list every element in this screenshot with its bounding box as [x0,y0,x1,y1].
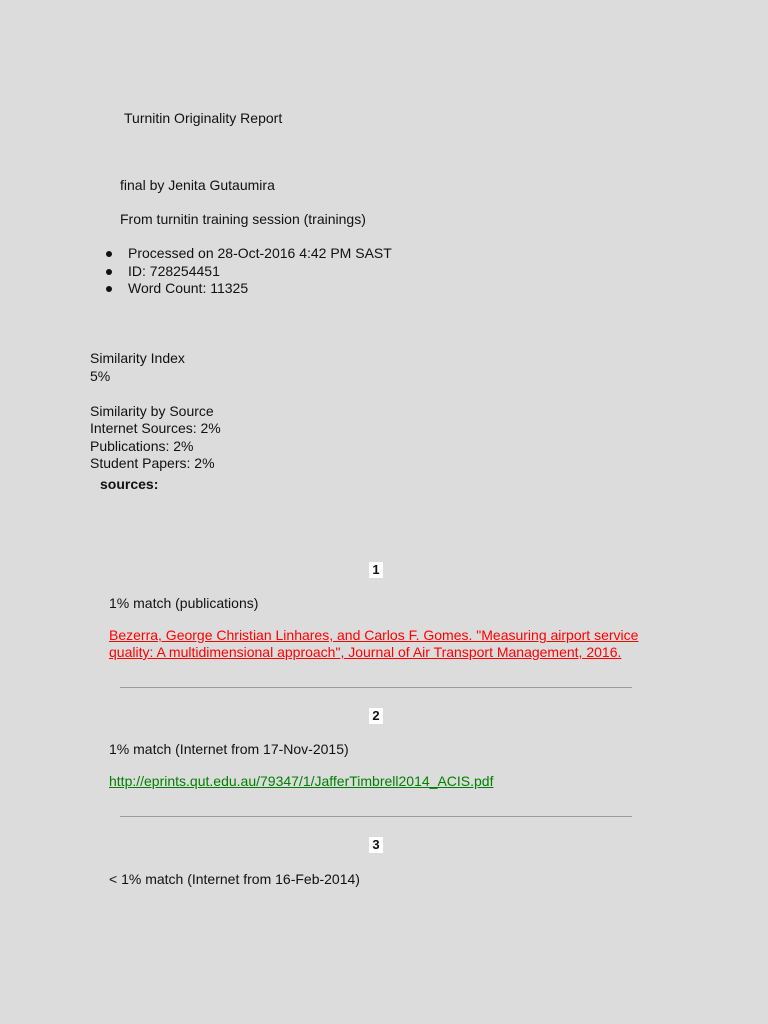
spacer [90,385,221,403]
report-id-text: ID: 728254451 [128,262,220,279]
similarity-index-label: Similarity Index [90,350,185,366]
source-match-text: 1% match (Internet from 17-Nov-2015) [109,741,349,757]
sources-heading: sources: [100,476,159,492]
bullet-icon [106,251,112,257]
source-link[interactable]: http://eprints.qut.edu.au/79347/1/JafferTimbrell2014_ACIS.pdf [109,773,494,789]
processed-date-item [104,245,392,263]
bullet-icon [106,269,112,275]
source-divider [120,687,632,688]
similarity-summary [90,350,221,473]
similarity-index-value: 5% [90,367,111,384]
processed-date-text: Processed on 28-Oct-2016 4:42 PM SAST [128,245,392,261]
paper-author-line: final by Jenita Gutaumira [120,177,275,193]
source-link[interactable]: Bezerra, George Christian Linhares, and Carlos F. Gomes. "Measuring airport service quality: A multidimensional approach", Journal of Air Transport Management, 2016. [109,627,639,660]
source-number-badge: 2 [369,708,383,724]
publications-value: Publications: 2% [90,437,194,454]
bullet-icon [106,286,112,292]
source-number-badge: 1 [369,562,383,578]
report-meta-list [104,245,392,298]
similarity-by-source-label: Similarity by Source [90,402,214,419]
internet-sources-value: Internet Sources: 2% [90,420,221,436]
source-number-badge: 3 [369,837,383,853]
source-divider [120,816,632,817]
report-title: Turnitin Originality Report [124,110,283,126]
word-count-text: Word Count: 11325 [128,280,249,296]
word-count-item [104,280,392,298]
source-match-text: 1% match (publications) [109,595,259,611]
source-match-text: < 1% match (Internet from 16-Feb-2014) [109,871,360,887]
student-papers-value: Student Papers: 2% [90,455,215,471]
submission-source-line: From turnitin training session (trainings) [120,211,366,227]
report-id-item [104,263,392,281]
